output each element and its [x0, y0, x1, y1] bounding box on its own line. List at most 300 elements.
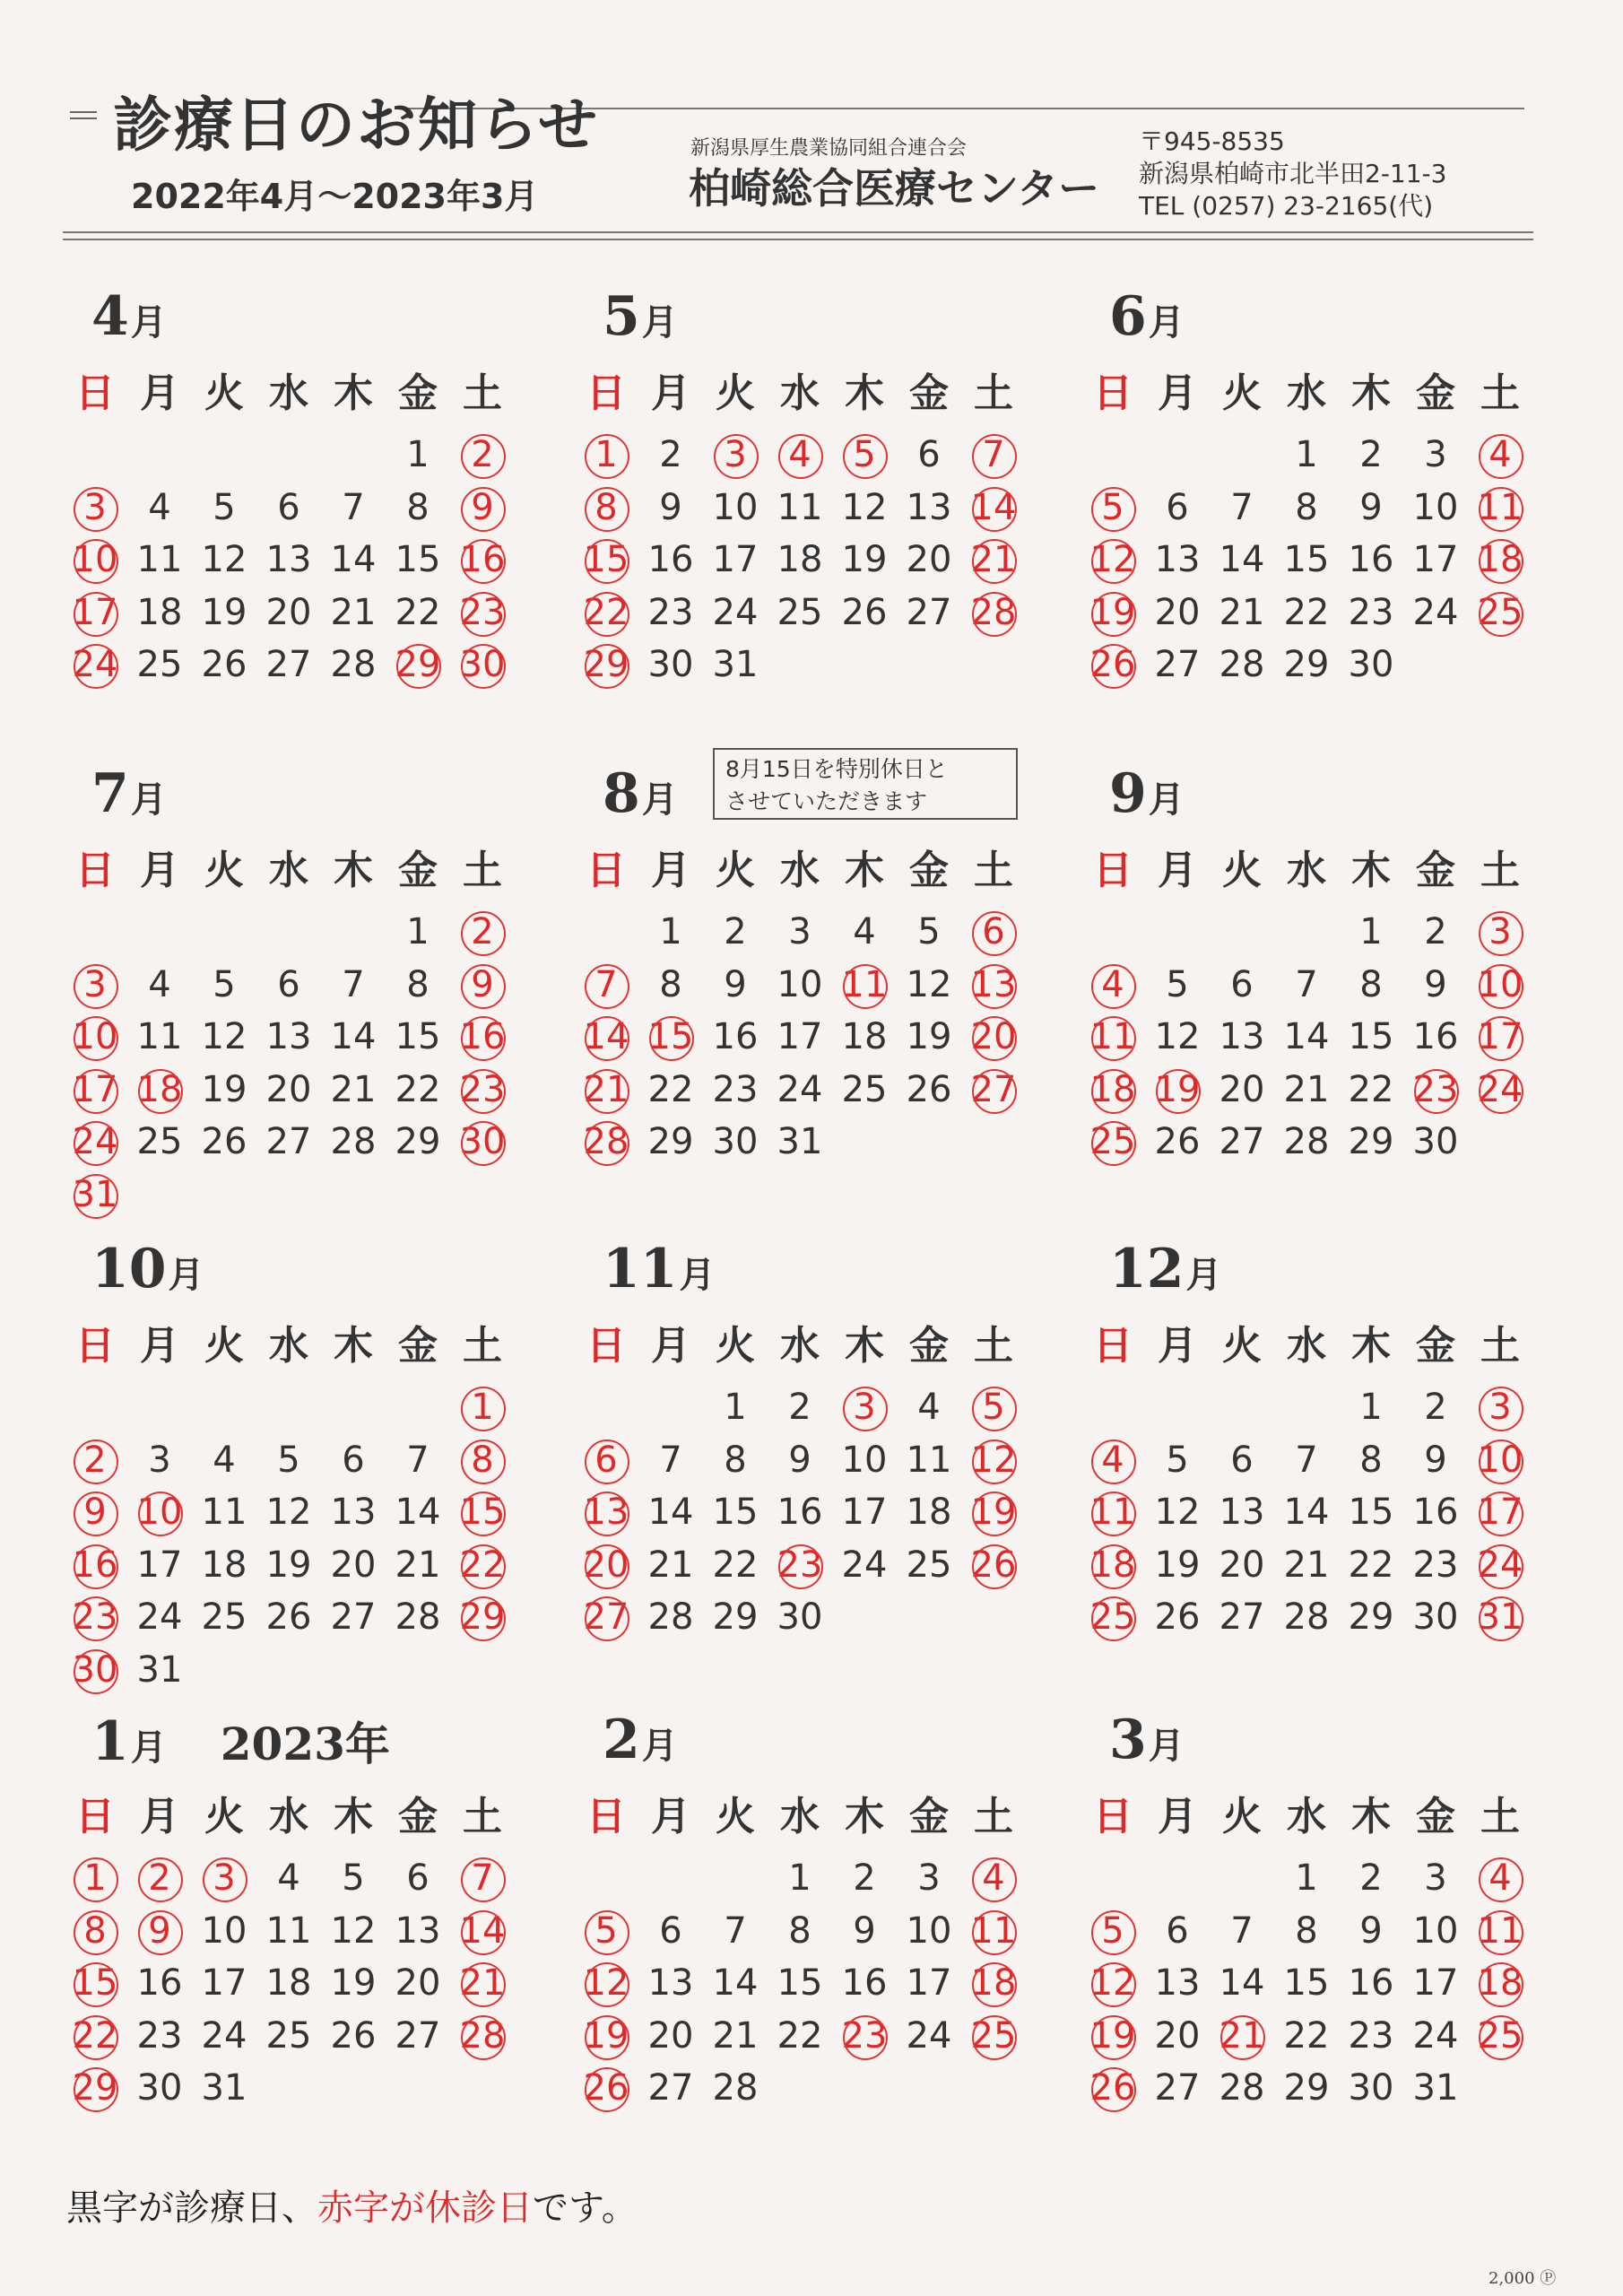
day-clinic: 8	[724, 1439, 747, 1481]
day-clinic: 26	[201, 644, 247, 685]
month-3	[1081, 1709, 1583, 2175]
day-clinic: 16	[1412, 1492, 1459, 1533]
weekday-label: 金	[398, 370, 438, 416]
day-clinic: 24	[777, 1068, 823, 1110]
weekday-label: 火	[1222, 1323, 1262, 1369]
day-clinic: 20	[330, 1544, 377, 1586]
day-holiday: 2	[456, 432, 509, 477]
day-clinic: 25	[136, 1121, 183, 1162]
day-clinic: 21	[1219, 591, 1265, 633]
day-clinic: 22	[777, 2014, 823, 2057]
day-clinic: 22	[1283, 591, 1330, 633]
day-holiday: 6	[579, 1438, 633, 1483]
day-clinic: 7	[1295, 963, 1318, 1005]
day-clinic: 20	[647, 2014, 694, 2057]
day-clinic: 17	[136, 1544, 183, 1586]
day-clinic: 25	[841, 1068, 888, 1110]
weekday-label: 日	[586, 848, 626, 893]
august-note	[713, 748, 1018, 820]
day-clinic: 14	[1283, 1492, 1330, 1533]
day-clinic: 17	[1412, 539, 1459, 580]
day-clinic: 9	[1359, 1909, 1383, 1952]
day-clinic: 13	[1154, 1962, 1201, 2004]
day-clinic: 21	[647, 1544, 694, 1586]
weekday-label: 木	[845, 370, 884, 416]
day-holiday: 24	[1473, 1543, 1527, 1587]
month-number: 11	[603, 1238, 678, 1300]
weekday-label: 日	[1093, 370, 1133, 416]
weekday-label: 日	[1093, 848, 1133, 893]
month-suffix: 月	[130, 301, 167, 344]
day-clinic: 6	[1166, 486, 1189, 528]
day-holiday: 16	[68, 1543, 122, 1587]
month-title	[1109, 285, 1185, 348]
day-clinic: 8	[406, 486, 430, 528]
day-clinic: 11	[201, 1492, 247, 1533]
month-4	[63, 285, 565, 752]
month-11	[574, 1238, 1076, 1704]
day-clinic: 12	[265, 1492, 312, 1533]
day-holiday: 23	[773, 1543, 827, 1587]
day-holiday: 4	[967, 1856, 1020, 1900]
day-clinic: 11	[777, 486, 823, 528]
day-holiday: 5	[838, 432, 891, 477]
day-clinic: 31	[1412, 2067, 1459, 2109]
day-clinic: 8	[406, 963, 430, 1005]
day-clinic: 16	[1348, 539, 1394, 580]
month-6	[1081, 285, 1583, 752]
weekday-label: 土	[463, 1794, 502, 1839]
day-holiday: 3	[708, 432, 762, 477]
day-clinic: 30	[1412, 1596, 1459, 1638]
header-bottom-rule-1	[63, 231, 1533, 233]
month-8	[574, 762, 1076, 1229]
month-number: 3	[1109, 1709, 1147, 1771]
day-clinic: 15	[777, 1962, 823, 2004]
day-holiday: 24	[68, 642, 122, 687]
day-clinic: 10	[1412, 1909, 1459, 1952]
day-clinic: 29	[647, 1121, 694, 1162]
weekday-label: 日	[75, 1323, 115, 1369]
day-holiday: 23	[68, 1595, 122, 1639]
day-clinic: 13	[906, 486, 952, 528]
day-clinic: 13	[265, 1016, 312, 1057]
day-clinic: 15	[1348, 1016, 1394, 1057]
weekday-label: 土	[1480, 1323, 1520, 1369]
title-dash	[70, 111, 97, 119]
day-clinic: 13	[330, 1492, 377, 1533]
day-clinic: 28	[1283, 1596, 1330, 1638]
month-9	[1081, 762, 1583, 1229]
day-holiday: 12	[1086, 1961, 1140, 2005]
month-number: 6	[1109, 285, 1147, 348]
day-clinic: 16	[136, 1962, 183, 2004]
day-clinic: 13	[647, 1962, 694, 2004]
day-clinic: 17	[1412, 1962, 1459, 2004]
day-clinic: 21	[1283, 1544, 1330, 1586]
day-holiday: 15	[579, 537, 633, 582]
day-clinic: 14	[330, 1016, 377, 1057]
org-name: 柏崎総合医療センター	[689, 164, 1100, 213]
weekday-label: 日	[586, 1323, 626, 1369]
day-holiday: 20	[967, 1014, 1020, 1059]
day-holiday: 3	[1473, 1385, 1527, 1430]
day-clinic: 12	[906, 963, 952, 1005]
phone: TEL (0257) 23-2165(代)	[1139, 191, 1434, 221]
weekday-label: 金	[1416, 1794, 1455, 1839]
month-suffix: 月	[168, 1254, 204, 1296]
day-clinic: 20	[1154, 591, 1201, 633]
day-clinic: 28	[647, 1596, 694, 1638]
month-title	[1109, 1709, 1185, 1771]
month-number: 7	[91, 762, 129, 825]
month-title	[91, 1709, 390, 1771]
day-holiday: 14	[579, 1014, 633, 1059]
day-holiday: 7	[579, 962, 633, 1007]
weekday-label: 火	[204, 1323, 244, 1369]
day-clinic: 13	[1219, 1016, 1265, 1057]
day-clinic: 6	[342, 1439, 365, 1481]
weekday-label: 金	[398, 848, 438, 893]
day-holiday: 3	[838, 1385, 891, 1430]
weekday-label: 火	[716, 1323, 755, 1369]
day-holiday: 5	[1086, 485, 1140, 530]
day-holiday: 29	[579, 642, 633, 687]
day-holiday: 11	[967, 1909, 1020, 1953]
month-number: 4	[91, 285, 129, 348]
month-number: 1	[91, 1710, 129, 1773]
day-holiday: 20	[579, 1543, 633, 1587]
month-suffix: 月	[1148, 778, 1185, 821]
day-clinic: 28	[330, 644, 377, 685]
weekday-label: 木	[845, 1794, 884, 1839]
month-title	[603, 762, 678, 825]
day-clinic: 1	[724, 1387, 747, 1428]
day-clinic: 17	[712, 539, 759, 580]
day-clinic: 24	[136, 1596, 183, 1638]
weekday-label: 日	[75, 848, 115, 893]
day-clinic: 7	[659, 1439, 682, 1481]
weekday-label: 金	[909, 848, 949, 893]
day-holiday: 14	[456, 1909, 509, 1953]
day-holiday: 26	[579, 2066, 633, 2110]
day-holiday: 9	[456, 485, 509, 530]
day-clinic: 8	[1295, 486, 1318, 528]
day-clinic: 12	[1154, 1492, 1201, 1533]
day-clinic: 3	[788, 911, 812, 952]
legend-black-part: 黒字が診療日、	[66, 2187, 317, 2229]
day-clinic: 1	[1359, 911, 1383, 952]
day-clinic: 28	[712, 2067, 759, 2109]
day-holiday: 18	[1086, 1067, 1140, 1112]
month-suffix: 月	[641, 778, 678, 821]
weekday-label: 日	[586, 1794, 626, 1839]
day-clinic: 24	[1412, 2014, 1459, 2057]
day-clinic: 16	[1348, 1962, 1394, 2004]
day-clinic: 15	[395, 1016, 441, 1057]
day-clinic: 7	[1230, 486, 1254, 528]
day-clinic: 26	[330, 2014, 377, 2057]
day-clinic: 6	[917, 434, 941, 475]
day-clinic: 23	[1348, 591, 1394, 633]
weekday-label: 土	[1480, 370, 1520, 416]
month-suffix: 月	[130, 1726, 167, 1769]
day-clinic: 22	[1283, 2014, 1330, 2057]
day-holiday: 30	[456, 1119, 509, 1164]
day-clinic: 27	[330, 1596, 377, 1638]
day-holiday: 8	[68, 1909, 122, 1953]
month-title	[91, 1238, 204, 1300]
day-clinic: 20	[265, 591, 312, 633]
weekday-label: 木	[845, 848, 884, 893]
weekday-label: 火	[204, 848, 244, 893]
day-clinic: 9	[1359, 486, 1383, 528]
day-holiday: 5	[967, 1385, 1020, 1430]
weekday-label: 水	[1287, 1323, 1326, 1369]
day-holiday: 3	[1473, 909, 1527, 954]
day-holiday: 23	[456, 590, 509, 635]
day-holiday: 21	[1215, 2013, 1269, 2058]
day-holiday: 11	[1473, 485, 1527, 530]
weekday-label: 月	[1158, 370, 1197, 416]
day-holiday: 10	[68, 537, 122, 582]
day-clinic: 6	[659, 1909, 682, 1952]
day-holiday: 25	[1473, 590, 1527, 635]
day-clinic: 27	[1154, 2067, 1201, 2109]
day-clinic: 11	[906, 1439, 952, 1481]
day-clinic: 21	[330, 591, 377, 633]
day-holiday: 21	[967, 537, 1020, 582]
day-holiday: 8	[579, 485, 633, 530]
day-holiday: 2	[133, 1856, 187, 1900]
weekday-label: 火	[716, 848, 755, 893]
day-clinic: 9	[724, 963, 747, 1005]
month-title	[91, 285, 167, 348]
day-holiday: 1	[456, 1385, 509, 1430]
day-holiday: 3	[68, 485, 122, 530]
day-holiday: 2	[456, 909, 509, 954]
day-clinic: 20	[265, 1068, 312, 1110]
day-clinic: 31	[201, 2067, 247, 2109]
day-holiday: 18	[133, 1067, 187, 1112]
day-clinic: 20	[1219, 1544, 1265, 1586]
day-holiday: 29	[68, 2066, 122, 2110]
day-holiday: 17	[68, 1067, 122, 1112]
day-clinic: 20	[395, 1962, 441, 2004]
day-clinic: 10	[1412, 486, 1459, 528]
day-clinic: 26	[1154, 1596, 1201, 1638]
day-clinic: 15	[1283, 1962, 1330, 2004]
day-clinic: 10	[841, 1439, 888, 1481]
day-clinic: 3	[1424, 1857, 1447, 1899]
weekday-label: 木	[334, 1794, 373, 1839]
day-clinic: 13	[1219, 1492, 1265, 1533]
day-holiday: 17	[68, 590, 122, 635]
day-clinic: 1	[788, 1857, 812, 1899]
month-suffix: 月	[1185, 1254, 1222, 1296]
month-7	[63, 762, 565, 1229]
day-clinic: 1	[1295, 434, 1318, 475]
day-holiday: 16	[456, 1014, 509, 1059]
day-clinic: 19	[265, 1544, 312, 1586]
day-holiday: 18	[1473, 1961, 1527, 2005]
month-suffix: 月	[641, 301, 678, 344]
month-number: 8	[603, 762, 640, 825]
day-clinic: 17	[777, 1016, 823, 1057]
day-clinic: 9	[659, 486, 682, 528]
day-clinic: 12	[330, 1909, 377, 1952]
month-suffix: 月	[1148, 1725, 1185, 1767]
weekday-label: 土	[463, 848, 502, 893]
day-clinic: 31	[136, 1648, 183, 1691]
day-clinic: 14	[1219, 1962, 1265, 2004]
period-text: 2022年4月～2023年3月	[131, 177, 539, 216]
day-clinic: 7	[342, 486, 365, 528]
month-number: 12	[1109, 1238, 1185, 1300]
day-clinic: 19	[906, 1016, 952, 1057]
day-clinic: 7	[1230, 1909, 1254, 1952]
day-clinic: 11	[265, 1909, 312, 1952]
day-clinic: 16	[647, 539, 694, 580]
month-suffix: 月	[641, 1725, 678, 1767]
weekday-label: 水	[269, 1794, 308, 1839]
weekday-label: 日	[75, 370, 115, 416]
day-clinic: 14	[1219, 539, 1265, 580]
day-clinic: 10	[712, 486, 759, 528]
day-holiday: 11	[1086, 1014, 1140, 1059]
day-holiday: 18	[1086, 1543, 1140, 1587]
day-holiday: 26	[967, 1543, 1020, 1587]
day-clinic: 10	[906, 1909, 952, 1952]
day-clinic: 23	[1412, 1544, 1459, 1586]
day-clinic: 13	[395, 1909, 441, 1952]
day-clinic: 4	[148, 963, 171, 1005]
weekday-label: 土	[463, 370, 502, 416]
day-clinic: 9	[1424, 963, 1447, 1005]
day-clinic: 15	[395, 539, 441, 580]
day-clinic: 6	[277, 486, 300, 528]
weekday-label: 月	[140, 1794, 179, 1839]
day-clinic: 3	[1424, 434, 1447, 475]
weekday-label: 金	[1416, 370, 1455, 416]
weekday-label: 月	[1158, 1323, 1197, 1369]
day-clinic: 16	[712, 1016, 759, 1057]
month-title	[1109, 762, 1185, 825]
day-holiday: 4	[1473, 432, 1527, 477]
day-clinic: 8	[1295, 1909, 1318, 1952]
day-holiday: 13	[579, 1490, 633, 1535]
day-holiday: 19	[1150, 1067, 1204, 1112]
day-clinic: 6	[277, 963, 300, 1005]
day-holiday: 1	[579, 432, 633, 477]
day-clinic: 4	[917, 1387, 941, 1428]
day-clinic: 18	[777, 539, 823, 580]
day-clinic: 30	[1412, 1121, 1459, 1162]
day-clinic: 7	[1295, 1439, 1318, 1481]
weekday-label: 月	[651, 370, 690, 416]
day-clinic: 9	[1424, 1439, 1447, 1481]
day-clinic: 25	[136, 644, 183, 685]
day-holiday: 4	[773, 432, 827, 477]
day-clinic: 31	[777, 1121, 823, 1162]
day-clinic: 1	[406, 434, 430, 475]
day-holiday: 25	[1086, 1119, 1140, 1164]
day-clinic: 28	[395, 1596, 441, 1638]
day-holiday: 25	[967, 2013, 1020, 2058]
day-holiday: 10	[133, 1490, 187, 1535]
day-clinic: 18	[265, 1962, 312, 2004]
weekday-label: 月	[651, 1323, 690, 1369]
month-suffix: 月	[130, 778, 167, 821]
address-block	[1139, 126, 1446, 222]
day-clinic: 26	[201, 1121, 247, 1162]
weekday-label: 水	[780, 370, 820, 416]
day-clinic: 27	[265, 1121, 312, 1162]
day-holiday: 15	[456, 1490, 509, 1535]
month-title	[603, 285, 678, 348]
weekday-label: 土	[463, 1323, 502, 1369]
weekday-label: 木	[1351, 1323, 1391, 1369]
day-clinic: 8	[1359, 963, 1383, 1005]
day-clinic: 4	[213, 1439, 236, 1481]
day-holiday: 25	[1473, 2013, 1527, 2058]
weekday-label: 金	[1416, 1323, 1455, 1369]
weekday-label: 土	[1480, 1794, 1520, 1839]
day-clinic: 25	[201, 1596, 247, 1638]
day-clinic: 1	[1359, 1387, 1383, 1428]
day-holiday: 4	[1473, 1856, 1527, 1900]
day-clinic: 13	[265, 539, 312, 580]
weekday-label: 火	[1222, 848, 1262, 893]
weekday-label: 日	[1093, 1323, 1133, 1369]
day-clinic: 21	[712, 2014, 759, 2057]
day-holiday: 10	[1473, 962, 1527, 1007]
weekday-label: 火	[204, 370, 244, 416]
page-title: 診療日のお知らせ	[113, 91, 600, 160]
header	[63, 63, 1533, 233]
day-clinic: 27	[1219, 1596, 1265, 1638]
day-holiday: 18	[1473, 537, 1527, 582]
day-clinic: 22	[1348, 1544, 1394, 1586]
day-holiday: 27	[967, 1067, 1020, 1112]
day-clinic: 24	[712, 591, 759, 633]
day-clinic: 19	[1154, 1544, 1201, 1586]
weekday-label: 金	[909, 1794, 949, 1839]
day-clinic: 24	[841, 1544, 888, 1586]
month-number: 9	[1109, 762, 1147, 825]
day-holiday: 30	[68, 1648, 122, 1692]
weekday-label: 月	[140, 370, 179, 416]
day-clinic: 1	[406, 911, 430, 952]
day-clinic: 17	[201, 1962, 247, 2004]
day-clinic: 6	[406, 1857, 430, 1899]
day-holiday: 16	[456, 537, 509, 582]
day-holiday: 8	[456, 1438, 509, 1483]
day-clinic: 24	[201, 2014, 247, 2057]
day-clinic: 8	[788, 1909, 812, 1952]
day-holiday: 10	[1473, 1438, 1527, 1483]
weekday-label: 月	[1158, 1794, 1197, 1839]
day-clinic: 15	[1348, 1492, 1394, 1533]
day-clinic: 25	[906, 1544, 952, 1586]
day-clinic: 14	[330, 539, 377, 580]
day-clinic: 29	[1283, 2067, 1330, 2109]
weekday-label: 金	[1416, 848, 1455, 893]
day-holiday: 22	[456, 1543, 509, 1587]
day-clinic: 15	[1283, 539, 1330, 580]
day-clinic: 24	[906, 2014, 952, 2057]
weekday-label: 火	[204, 1794, 244, 1839]
